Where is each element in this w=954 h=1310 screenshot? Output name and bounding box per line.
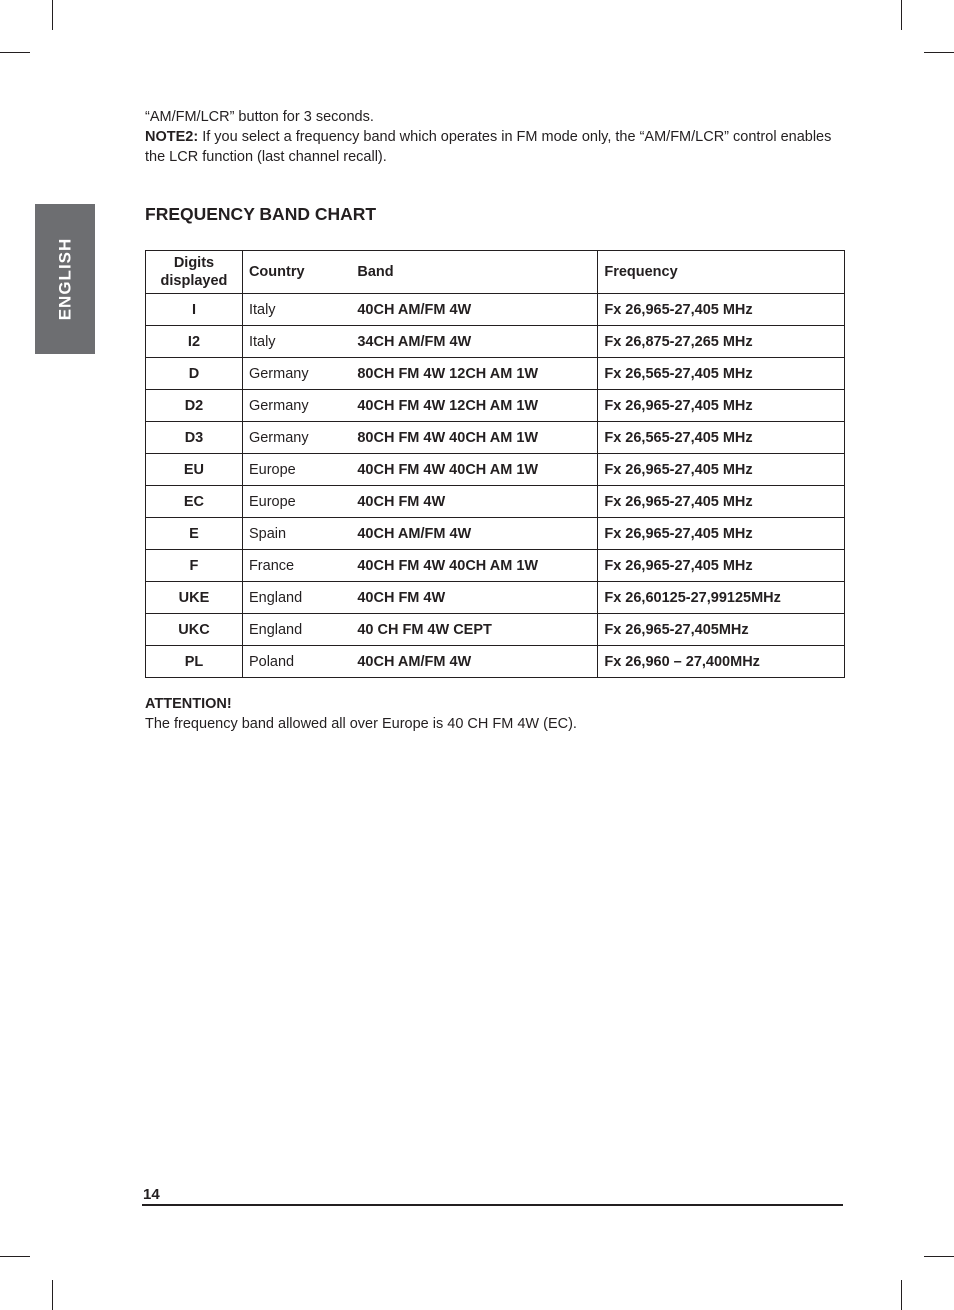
- cell-frequency: Fx 26,565-27,405 MHz: [598, 422, 845, 454]
- cell-country: France: [242, 550, 351, 582]
- crop-mark: [901, 1280, 902, 1310]
- cell-digits: E: [146, 518, 243, 550]
- table-row: [146, 294, 845, 326]
- header-digits-line1: Digits: [173, 255, 215, 271]
- note2-label: NOTE2:: [145, 129, 199, 145]
- cell-country: Europe: [242, 486, 351, 518]
- footer-rule: [142, 1204, 843, 1206]
- cell-band: 40CH AM/FM 4W: [351, 294, 598, 326]
- note2-paragraph: [145, 127, 850, 167]
- table-row: [146, 390, 845, 422]
- cell-frequency: Fx 26,60125-27,99125MHz: [598, 582, 845, 614]
- cell-frequency: Fx 26,965-27,405 MHz: [598, 454, 845, 486]
- cell-digits: UKC: [146, 614, 243, 646]
- cell-digits: UKE: [146, 582, 243, 614]
- intro-text: [145, 107, 850, 167]
- cell-digits: I: [146, 294, 243, 326]
- cell-frequency: Fx 26,960 – 27,400MHz: [598, 646, 845, 678]
- cell-band: 40CH FM 4W: [351, 582, 598, 614]
- cell-digits: D: [146, 358, 243, 390]
- crop-mark: [0, 1256, 30, 1257]
- cell-country: Germany: [242, 358, 351, 390]
- cell-frequency: Fx 26,875-27,265 MHz: [598, 326, 845, 358]
- crop-mark: [924, 52, 954, 53]
- cell-country: Poland: [242, 646, 351, 678]
- cell-frequency: Fx 26,965-27,405MHz: [598, 614, 845, 646]
- crop-mark: [52, 0, 53, 30]
- table-row: [146, 326, 845, 358]
- language-tab-label: ENGLISH: [55, 237, 74, 321]
- cell-band: 40CH FM 4W: [351, 486, 598, 518]
- attention-block: [145, 694, 577, 734]
- cell-band: 40CH FM 4W 40CH AM 1W: [351, 550, 598, 582]
- cell-country: Germany: [242, 390, 351, 422]
- crop-mark: [901, 0, 902, 30]
- frequency-band-table: [145, 250, 845, 678]
- crop-mark: [924, 1256, 954, 1257]
- cell-digits: D2: [146, 390, 243, 422]
- cell-country: Germany: [242, 422, 351, 454]
- table-header-row: [146, 251, 845, 294]
- header-digits: [146, 251, 243, 294]
- header-digits-line2: displayed: [160, 273, 228, 289]
- cell-frequency: Fx 26,965-27,405 MHz: [598, 550, 845, 582]
- cell-digits: EU: [146, 454, 243, 486]
- intro-line: “AM/FM/LCR” button for 3 seconds.: [145, 109, 374, 125]
- attention-text: The frequency band allowed all over Europe is 40 CH FM 4W (EC).: [145, 716, 577, 732]
- note2-text: If you select a frequency band which operates in FM mode only, the “AM/FM/LCR” control enables the LCR function (last channel recall).: [145, 129, 832, 165]
- header-frequency: Frequency: [598, 251, 845, 294]
- language-tab: [35, 204, 95, 354]
- page-number: 14: [143, 1186, 160, 1203]
- table-row: [146, 582, 845, 614]
- section-title: FREQUENCY BAND CHART: [145, 204, 377, 224]
- cell-frequency: Fx 26,965-27,405 MHz: [598, 486, 845, 518]
- cell-digits: EC: [146, 486, 243, 518]
- cell-frequency: Fx 26,565-27,405 MHz: [598, 358, 845, 390]
- cell-frequency: Fx 26,965-27,405 MHz: [598, 390, 845, 422]
- table-row: [146, 614, 845, 646]
- table-row: [146, 646, 845, 678]
- cell-frequency: Fx 26,965-27,405 MHz: [598, 518, 845, 550]
- cell-band: 80CH FM 4W 40CH AM 1W: [351, 422, 598, 454]
- crop-mark: [0, 52, 30, 53]
- cell-digits: I2: [146, 326, 243, 358]
- cell-digits: D3: [146, 422, 243, 454]
- header-band: Band: [351, 251, 598, 294]
- cell-band: 40CH AM/FM 4W: [351, 646, 598, 678]
- table-row: [146, 422, 845, 454]
- cell-band: 40 CH FM 4W CEPT: [351, 614, 598, 646]
- cell-band: 40CH FM 4W 12CH AM 1W: [351, 390, 598, 422]
- table-row: [146, 550, 845, 582]
- table-row: [146, 486, 845, 518]
- cell-frequency: Fx 26,965-27,405 MHz: [598, 294, 845, 326]
- table-row: [146, 518, 845, 550]
- cell-digits: PL: [146, 646, 243, 678]
- attention-label: ATTENTION!: [145, 696, 232, 712]
- cell-band: 40CH FM 4W 40CH AM 1W: [351, 454, 598, 486]
- table-row: [146, 454, 845, 486]
- cell-country: Spain: [242, 518, 351, 550]
- cell-band: 34CH AM/FM 4W: [351, 326, 598, 358]
- cell-digits: F: [146, 550, 243, 582]
- header-country: Country: [242, 251, 351, 294]
- cell-band: 80CH FM 4W 12CH AM 1W: [351, 358, 598, 390]
- cell-country: England: [242, 582, 351, 614]
- cell-country: Europe: [242, 454, 351, 486]
- cell-country: Italy: [242, 294, 351, 326]
- table-row: [146, 358, 845, 390]
- crop-mark: [52, 1280, 53, 1310]
- cell-band: 40CH AM/FM 4W: [351, 518, 598, 550]
- cell-country: Italy: [242, 326, 351, 358]
- cell-country: England: [242, 614, 351, 646]
